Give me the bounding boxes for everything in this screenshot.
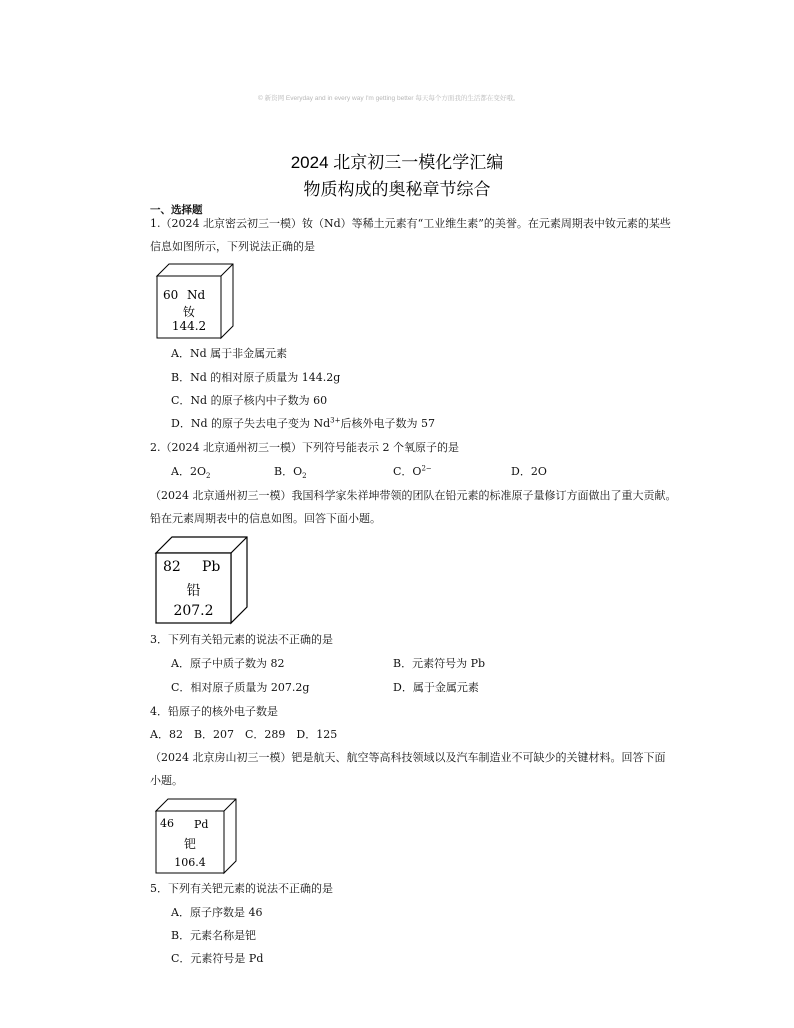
page-title-line2: 物质构成的奥秘章节综合 [303,180,491,199]
q5-option-a: A．原子序数是 46 [171,906,263,919]
q1-stem-line1: 1.（2024 北京密云初三一模）钕（Nd）等稀土元素有“工业维生素”的美誉。在元素周期表中钕元素的某些 [150,217,671,230]
element-symbol: Pb [202,559,221,575]
q5-option-b: B．元素名称是钯 [171,929,257,942]
q2-option-b-text: B．O [274,465,303,478]
element-symbol: Nd [187,288,206,302]
element-name: 钯 [183,837,196,851]
element-cell-pd [154,797,238,875]
q1-option-d-charge: 3+ [330,416,341,425]
element-cell-pb [154,535,249,625]
q2-option-a-sub: 2 [205,472,211,481]
section-heading: 一、选择题 [150,204,203,216]
atomic-mass: 207.2 [173,603,214,619]
q2-option-b [274,465,307,479]
element-name: 钕 [182,305,195,319]
q4-options: A．82 B．207 C．289 D．125 [150,728,338,741]
q1-option-c: C．Nd 的原子核内中子数为 60 [171,394,328,407]
pd-intro-line1: （2024 北京房山初三一模）钯是航天、航空等高科技领域以及汽车制造业不可缺少的关键材料。回答下面 [150,751,666,764]
q3-option-b: B．元素符号为 Pb [393,657,486,670]
q2-option-c-sup: 2− [421,464,432,473]
q2-option-a-text: A．2O [171,465,206,478]
q2-stem: 2.（2024 北京通州初三一模）下列符号能表示 2 个氧原子的是 [150,441,459,454]
q2-option-c-text: C．O [393,465,422,478]
atomic-number: 82 [163,559,181,575]
q5-option-c: C．元素符号是 Pd [171,952,264,965]
q3-option-a: A．原子中质子数为 82 [171,657,285,670]
element-name: 铅 [186,583,201,599]
atomic-mass: 144.2 [171,319,207,333]
q1-option-d-text: D．Nd 的原子失去电子变为 Nd [171,417,331,430]
q1-option-b: B．Nd 的相对原子质量为 144.2g [171,371,341,384]
pd-intro-line2: 小题。 [150,774,183,787]
q3-option-d: D．属于金属元素 [393,681,479,694]
page-title-line1: 2024 北京初三一模化学汇编 [290,153,504,172]
q2-option-c [393,465,432,479]
q2-option-d: D．2O [511,465,547,478]
q3-stem: 3．下列有关铅元素的说法不正确的是 [150,633,333,646]
header-note: © 新资网 Everyday and in every way I'm getting better 每天每个方面我的生活都在变好哦。 [258,95,520,102]
q5-stem: 5．下列有关钯元素的说法不正确的是 [150,882,333,895]
atomic-mass: 106.4 [174,856,206,869]
element-symbol: Pd [194,818,209,831]
element-cell-nd [155,262,235,340]
q4-stem: 4．铅原子的核外电子数是 [150,705,278,718]
pb-intro-line1: （2024 北京通州初三一模）我国科学家朱祥坤带领的团队在铅元素的标准原子量修订方面做出了重大贡献。 [150,489,677,502]
q1-option-d [171,417,435,431]
pb-intro-line2: 铅在元素周期表中的信息如图。回答下面小题。 [150,512,381,525]
q1-option-a: A．Nd 属于非金属元素 [171,347,288,360]
q1-stem-line2: 信息如图所示，下列说法正确的是 [150,240,315,253]
q3-option-c: C．相对原子质量为 207.2g [171,681,310,694]
atomic-number: 60 [163,288,179,302]
q2-option-b-sub: 2 [302,472,307,481]
atomic-number: 46 [160,817,174,830]
q2-option-a [171,465,210,479]
q1-option-d-tail: 后核外电子数为 57 [340,417,435,430]
